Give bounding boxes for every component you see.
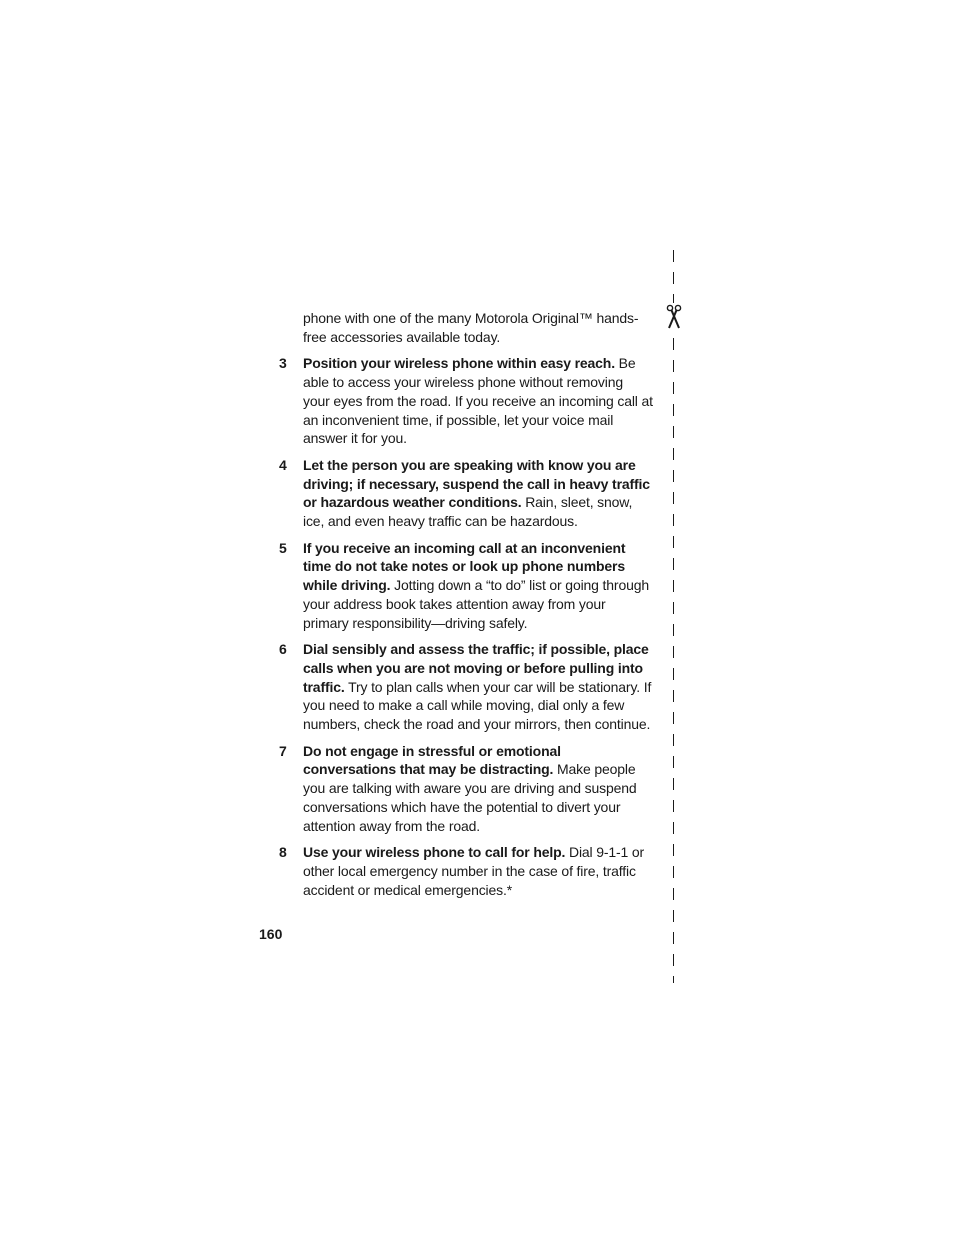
cut-line xyxy=(673,250,675,983)
list-item xyxy=(279,742,653,836)
item-heading: Use your wireless phone to call for help. xyxy=(303,844,566,861)
item-heading: Dial sensibly and assess the traffic; if possible, place calls when you are not moving or before pulling into traffic. xyxy=(303,641,649,695)
item-body: Make people you are talking with aware you are driving and suspend conversations which have the potential to divert your attention away from the road. xyxy=(303,761,637,834)
item-body: Be able to access your wireless phone without removing your eyes from the road. If you receive an incoming call at an inconvenient time, if possible, let your voice mail answer it for you. xyxy=(303,355,653,447)
item-heading: If you receive an incoming call at an inconvenient time do not take notes or look up phone numbers while driving. xyxy=(303,539,626,594)
item-body: Rain, sleet, snow, ice, and even heavy traffic can be hazardous. xyxy=(303,494,633,530)
item-heading: Position your wireless phone within easy reach. xyxy=(303,355,615,372)
item-number: 3 xyxy=(279,355,287,372)
item-body: Try to plan calls when your car will be stationary. If you need to make a call while moving, dial only a few numbers, check the road and your mirrors, then continue. xyxy=(303,678,652,733)
item-body: Jotting down a “to do” list or going through your address book takes attention away from your primary responsibility—driving safely. xyxy=(303,577,649,631)
page-number: 160 xyxy=(259,926,283,942)
intro-paragraph: phone with one of the many Motorola Original™ hands-free accessories available today. xyxy=(303,310,639,345)
list-item xyxy=(279,456,653,531)
list-item xyxy=(279,354,653,448)
item-number: 5 xyxy=(279,539,287,556)
item-number: 6 xyxy=(279,641,287,658)
item-heading: Do not engage in stressful or emotional conversations that may be distracting. xyxy=(303,742,561,778)
list-item xyxy=(279,539,653,633)
list-item xyxy=(279,843,653,899)
scissors-icon xyxy=(664,303,684,333)
item-body: Dial 9-1-1 or other local emergency number in the case of fire, traffic accident or medical emergencies.* xyxy=(303,844,645,898)
item-number: 8 xyxy=(279,844,287,861)
item-heading: Let the person you are speaking with know you are driving; if necessary, suspend the call in heavy traffic or hazardous weather conditions. xyxy=(303,456,650,511)
list-item xyxy=(279,640,653,734)
item-number: 7 xyxy=(279,742,287,759)
item-number: 4 xyxy=(279,456,287,473)
page-content xyxy=(279,309,653,907)
